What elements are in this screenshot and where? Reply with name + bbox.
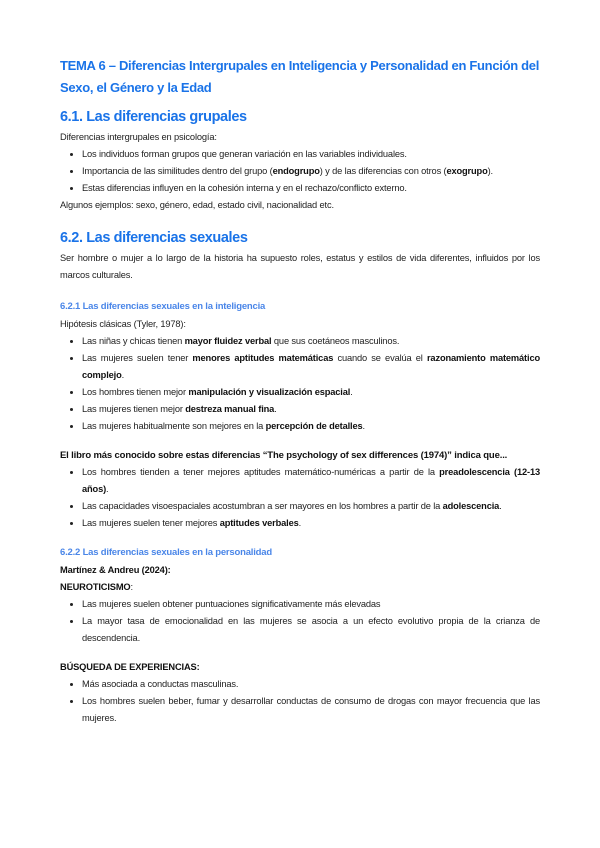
list-item	[82, 498, 540, 515]
list-item-text: .	[298, 518, 302, 528]
list-item	[82, 401, 540, 418]
neuroticism-heading	[60, 579, 540, 596]
bold-term: exogrupo	[446, 166, 488, 176]
section-heading-6-2: 6.2. Las diferencias sexuales	[60, 230, 248, 246]
list-item	[82, 464, 540, 498]
list-item-text: que sus coetáneos masculinos.	[271, 336, 400, 346]
section-heading-6-2-2: 6.2.2 Las diferencias sexuales en la personalidad	[60, 547, 272, 558]
list-item-text: .	[121, 370, 125, 380]
section-heading-6-1: 6.1. Las diferencias grupales	[60, 109, 247, 125]
experience-seeking-list	[60, 676, 540, 727]
section-6-2-intro: Ser hombre o mujer a lo largo de la historia ha supuesto roles, estatus y estilos de vida diferentes, influidos por los marcos culturales.	[60, 253, 540, 280]
list-item	[82, 613, 540, 647]
list-item-text: Los hombres tienen mejor	[82, 387, 189, 397]
bold-term: endogrupo	[272, 166, 320, 176]
list-item-text: Las mujeres suelen tener	[82, 353, 193, 363]
bold-term: destreza manual fina	[185, 404, 275, 414]
list-item-text: Las mujeres tienen mejor	[82, 404, 186, 414]
list-item	[82, 693, 540, 727]
section-6-2-1-list	[60, 333, 540, 435]
list-item-text: Las mujeres suelen tener mejores	[82, 518, 220, 528]
list-item	[82, 384, 540, 401]
list-item-text: Más asociada a conductas masculinas.	[82, 679, 239, 689]
neuroticism-label: NEUROTICISMO	[60, 582, 131, 592]
list-item-text: .	[499, 501, 502, 511]
list-item-text: Los hombres suelen beber, fumar y desarrollar conductas de consumo de drogas con mayor frecuencia que las mujeres.	[82, 696, 540, 723]
document-title: TEMA 6 – Diferencias Intergrupales en Inteligencia y Personalidad en Función del Sexo, el Género y la Edad	[60, 58, 540, 95]
bold-term: preadolescencia (12-13 años)	[82, 467, 540, 494]
bold-term: manipulación y visualización espacial	[188, 387, 351, 397]
list-item	[82, 418, 540, 435]
list-item	[82, 676, 540, 693]
list-item-text: Importancia de las similitudes dentro del grupo (	[82, 166, 273, 176]
list-item-text: Los hombres tienden a tener mejores aptitudes matemático-numéricas a partir de la	[82, 467, 440, 477]
list-item-text: cuando se evalúa el	[333, 353, 427, 363]
bold-term: menores aptitudes matemáticas	[192, 353, 334, 363]
list-item	[82, 350, 540, 384]
list-item-text: ) y de las diferencias con otros (	[319, 166, 447, 176]
list-item-text: .	[106, 484, 109, 494]
list-item	[82, 515, 540, 532]
book-list	[60, 464, 540, 532]
list-item-text: Los individuos forman grupos que generan variación en las variables individuales.	[82, 149, 407, 159]
list-item	[82, 180, 540, 197]
bold-term: adolescencia	[442, 501, 500, 511]
list-item-text: .	[350, 387, 353, 397]
list-item-text: Las mujeres habitualmente son mejores en la	[82, 421, 266, 431]
neuroticism-list	[60, 596, 540, 647]
list-item	[82, 163, 540, 180]
section-6-1-list	[60, 146, 540, 197]
section-6-1-examples: Algunos ejemplos: sexo, género, edad, estado civil, nacionalidad etc.	[60, 200, 334, 210]
experience-seeking-heading: BÚSQUEDA DE EXPERIENCIAS:	[60, 662, 200, 672]
bold-term: aptitudes verbales	[219, 518, 299, 528]
bold-term: mayor fluidez verbal	[184, 336, 272, 346]
list-item	[82, 596, 540, 613]
section-heading-6-2-1: 6.2.1 Las diferencias sexuales en la inteligencia	[60, 301, 266, 312]
list-item-text: Las mujeres suelen obtener puntuaciones significativamente más elevadas	[82, 599, 381, 609]
list-item-text: ).	[487, 166, 493, 176]
list-item	[82, 146, 540, 163]
author-reference: Martínez & Andreu (2024):	[60, 565, 171, 575]
list-item-text: Las capacidades visoespaciales acostumbran a ser mayores en los hombres a partir de la	[82, 501, 443, 511]
list-item-text: .	[362, 421, 365, 431]
list-item-text: Estas diferencias influyen en la cohesión interna y en el rechazo/conflicto externo.	[82, 183, 407, 193]
bold-term: percepción de detalles	[265, 421, 363, 431]
section-6-1-intro: Diferencias intergrupales en psicología:	[60, 132, 217, 142]
list-item	[82, 333, 540, 350]
list-item-text: .	[274, 404, 277, 414]
list-item-text: Las niñas y chicas tienen	[82, 336, 185, 346]
list-item-text: La mayor tasa de emocionalidad en las mujeres se asocia a un efecto evolutivo propia de la crianza de descendencia.	[82, 616, 540, 643]
book-lead: El libro más conocido sobre estas diferencias “The psychology of sex differences (1974)” indica que...	[60, 450, 508, 461]
section-6-2-1-intro: Hipótesis clásicas (Tyler, 1978):	[60, 319, 186, 329]
neuroticism-colon: :	[130, 582, 133, 592]
bold-term: razonamiento matemático complejo	[82, 353, 540, 380]
